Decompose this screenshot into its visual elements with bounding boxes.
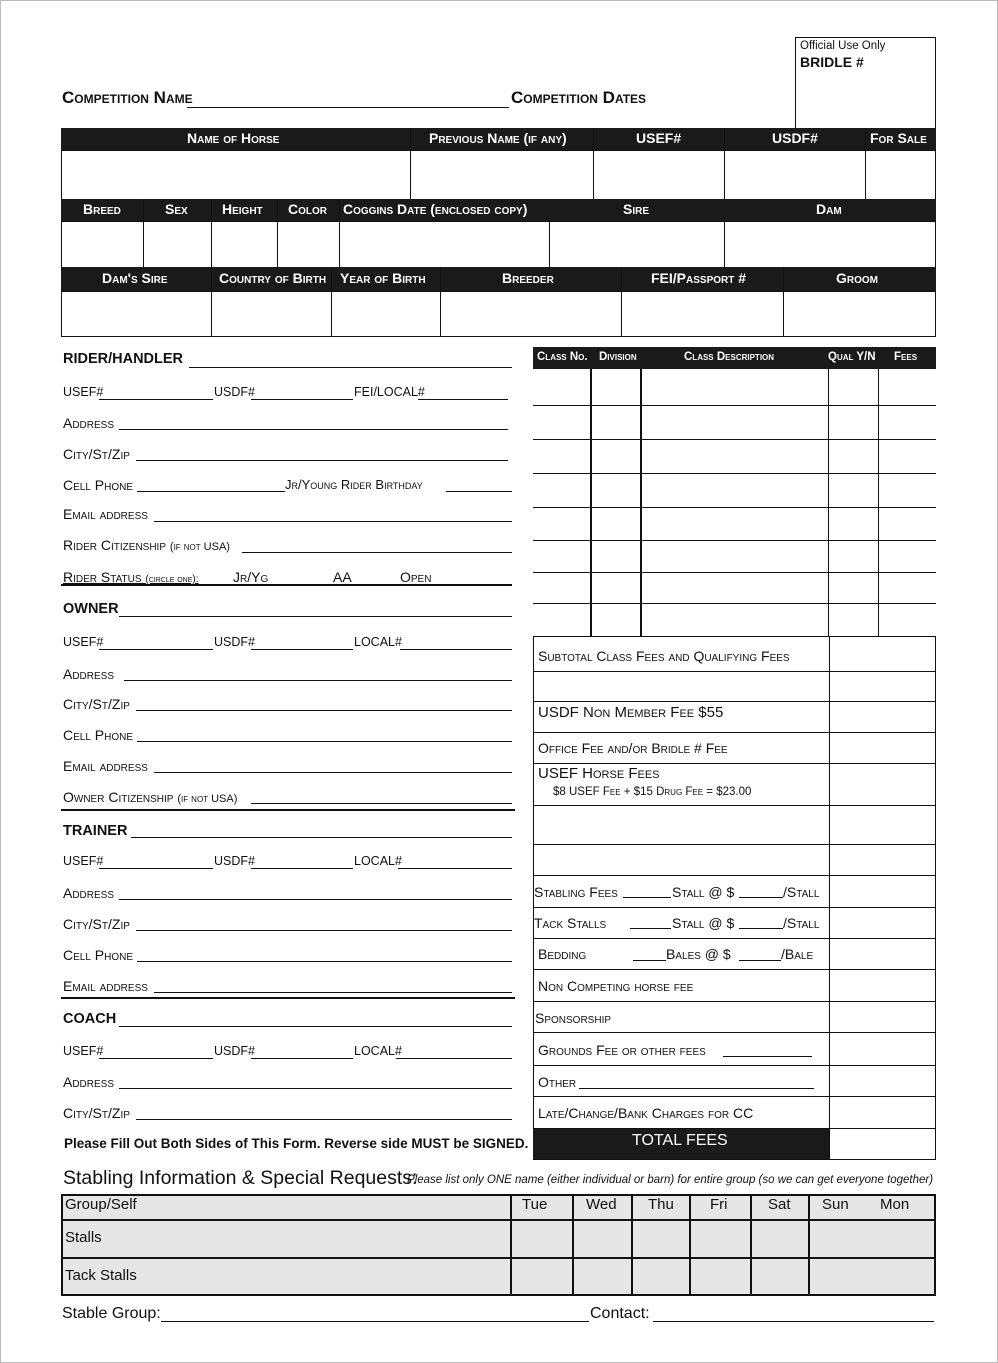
horse-row-3-cells[interactable] (61, 291, 936, 337)
tack-stalls-row-cells[interactable] (510, 1258, 936, 1295)
rider-fei-field[interactable] (418, 399, 508, 400)
rider-cell-label: Cell Phone (63, 477, 134, 493)
day-fri: Fri (710, 1196, 728, 1213)
division-header: Division (599, 351, 637, 363)
rider-name-field[interactable] (189, 367, 512, 368)
tack-price-field[interactable] (739, 928, 783, 929)
tack-count-field[interactable] (630, 928, 671, 929)
trainer-local-label: LOCAL# (354, 854, 402, 868)
breeder-header: Breeder (502, 270, 554, 286)
bedding-price-field[interactable] (739, 960, 781, 961)
owner-name-field[interactable] (119, 616, 512, 617)
rider-email-label: Email address (63, 506, 148, 522)
rider-birthday-label: Jr/Young Rider Birthday (285, 477, 423, 492)
rider-usef-label: USEF# (63, 385, 104, 399)
day-tue: Tue (522, 1196, 548, 1213)
coach-local-field[interactable] (396, 1058, 512, 1059)
noncompeting-label: Non Competing horse fee (538, 978, 694, 994)
rider-status-open[interactable]: Open (400, 569, 432, 585)
name-of-horse-header: Name of Horse (187, 130, 280, 146)
usdf-nonmember-amount: $55 (698, 704, 724, 721)
height-header: Height (222, 201, 263, 217)
rider-status-label: Rider Status (circle one): (63, 569, 199, 585)
usdf-nonmember-label: USDF Non Member Fee $55 (538, 704, 724, 721)
previous-name-header: Previous Name (if any) (429, 130, 567, 146)
owner-email-label: Email address (63, 758, 148, 774)
grounds-fee-label: Grounds Fee or other fees (538, 1042, 706, 1058)
bridle-number-label: BRIDLE # (800, 54, 864, 70)
rider-city-field[interactable] (136, 460, 508, 461)
tack-stalls-row-label: Tack Stalls (65, 1267, 137, 1284)
contact-field[interactable] (653, 1321, 934, 1322)
coach-title: COACH (63, 1011, 117, 1027)
rider-handler-title: RIDER/HANDLER (63, 351, 184, 367)
for-sale-header: For Sale (870, 130, 927, 146)
trainer-cell-label: Cell Phone (63, 947, 134, 963)
coach-city-label: City/St/Zip (63, 1105, 130, 1121)
rider-usdf-field[interactable] (251, 399, 353, 400)
rider-address-field[interactable] (119, 429, 508, 430)
competition-name-label: Competition Name (62, 88, 193, 107)
rider-citizenship-field[interactable] (242, 552, 512, 553)
dam-header: Dam (816, 201, 842, 217)
late-charges-label: Late/Change/Bank Charges for CC (538, 1105, 754, 1121)
stabling-count-field[interactable] (623, 897, 671, 898)
rider-status-jryg[interactable]: Jr/Yg (233, 569, 269, 585)
sponsorship-label: Sponsorship (535, 1010, 612, 1026)
total-fees-label: TOTAL FEES (632, 1132, 728, 1149)
competition-name-field[interactable] (187, 107, 509, 108)
qual-header: Qual Y/N (828, 351, 876, 363)
stalls-row-label: Stalls (65, 1229, 102, 1246)
day-sat: Sat (768, 1196, 791, 1213)
coggins-header: Coggins Date (enclosed copy) (343, 201, 528, 217)
coach-city-field[interactable] (136, 1119, 512, 1120)
dams-sire-header: Dam's Sire (102, 270, 168, 286)
stalls-row-cells[interactable] (510, 1220, 936, 1257)
trainer-title: TRAINER (63, 823, 128, 839)
stabling-price-field[interactable] (739, 897, 783, 898)
owner-usef-label: USEF# (63, 635, 104, 649)
stabling-title: Stabling Information & Special Requests: (63, 1167, 418, 1189)
trainer-usef-field[interactable] (99, 868, 213, 869)
trainer-address-field[interactable] (119, 899, 512, 900)
tack-per-stall: /Stall (783, 915, 820, 931)
owner-citizenship-label: Owner Citizenship (if not USA) (63, 789, 238, 805)
owner-email-field[interactable] (154, 772, 512, 773)
owner-local-field[interactable] (400, 649, 512, 650)
groom-header: Groom (836, 270, 878, 286)
other-fee-field[interactable] (579, 1088, 814, 1089)
rider-email-field[interactable] (154, 521, 512, 522)
horse-row-2-cells[interactable] (61, 221, 936, 268)
office-fee-label: Office Fee and/or Bridle # Fee (538, 740, 728, 756)
owner-cell-field[interactable] (137, 741, 512, 742)
tack-stall-at: Stall @ $ (672, 915, 735, 931)
sex-header: Sex (165, 201, 188, 217)
trainer-email-label: Email address (63, 978, 148, 994)
owner-usef-field[interactable] (99, 649, 213, 650)
usef-horse-fees-label: USEF Horse Fees (538, 765, 660, 782)
horse-header-row-2 (61, 199, 936, 221)
horse-header-row-1 (61, 128, 936, 150)
rider-usef-field[interactable] (99, 399, 213, 400)
owner-cell-label: Cell Phone (63, 727, 134, 743)
rider-cell-field[interactable] (137, 491, 285, 492)
horse-row-1-cells[interactable] (61, 150, 936, 200)
bedding-per-bale: /Bale (781, 946, 814, 962)
day-thu: Thu (648, 1196, 674, 1213)
rider-address-label: Address (63, 415, 115, 431)
stabling-note: Please list only ONE name (either individual or barn) for entire group (so we can get everyone together) (407, 1174, 934, 1186)
class-description-header: Class Description (684, 351, 775, 363)
trainer-email-field[interactable] (154, 992, 512, 993)
bedding-bales-at: Bales @ $ (666, 946, 731, 962)
country-of-birth-header: Country of Birth (219, 270, 327, 286)
owner-usdf-label: USDF# (214, 635, 255, 649)
trainer-address-label: Address (63, 885, 115, 901)
coach-usef-field[interactable] (99, 1058, 213, 1059)
class-table-header (533, 347, 936, 369)
day-mon: Mon (880, 1196, 910, 1213)
coach-address-label: Address (63, 1074, 115, 1090)
usef-horse-fees-detail: $8 USEF Fee + $15 Drug Fee = $23.00 (553, 786, 752, 798)
owner-local-label: LOCAL# (354, 635, 402, 649)
coach-name-field[interactable] (119, 1026, 512, 1027)
trainer-usdf-label: USDF# (214, 854, 255, 868)
horse-header-row-3 (61, 267, 936, 291)
usdf-header: USDF# (772, 130, 818, 146)
trainer-city-label: City/St/Zip (63, 916, 130, 932)
rider-fei-label: FEI/LOCAL# (354, 385, 425, 399)
bedding-count-field[interactable] (633, 960, 666, 961)
rider-citizenship-label: Rider Citizenship (if not USA) (63, 537, 230, 553)
owner-address-label: Address (63, 666, 115, 682)
owner-title: OWNER (63, 601, 119, 617)
stable-group-field[interactable] (161, 1321, 589, 1322)
trainer-city-field[interactable] (136, 930, 512, 931)
owner-usdf-field[interactable] (251, 649, 353, 650)
trainer-name-field[interactable] (131, 837, 512, 838)
coach-usef-label: USEF# (63, 1044, 104, 1058)
coach-local-label: LOCAL# (354, 1044, 402, 1058)
stable-group-label: Stable Group: (62, 1305, 161, 1322)
official-use-label: Official Use Only (800, 40, 886, 52)
trainer-usef-label: USEF# (63, 854, 104, 868)
day-wed: Wed (586, 1196, 617, 1213)
fees-header: Fees (894, 351, 918, 363)
breed-header: Breed (83, 201, 121, 217)
owner-citizenship-field[interactable] (251, 803, 512, 804)
class-entry-grid[interactable] (533, 369, 936, 636)
rider-usdf-label: USDF# (214, 385, 255, 399)
subtotal-label: Subtotal Class Fees and Qualifying Fees (538, 648, 790, 664)
fei-passport-header: FEI/Passport # (651, 270, 747, 286)
trainer-cell-field[interactable] (137, 961, 512, 962)
signature-notice: Please Fill Out Both Sides of This Form. Reverse side MUST be SIGNED. (64, 1136, 529, 1151)
color-header: Color (288, 201, 327, 217)
year-of-birth-header: Year of Birth (340, 270, 426, 286)
coach-address-field[interactable] (119, 1088, 512, 1089)
tack-stalls-label: Tack Stalls (534, 915, 607, 931)
owner-address-field[interactable] (124, 680, 512, 681)
coach-usdf-label: USDF# (214, 1044, 255, 1058)
day-sun: Sun (822, 1196, 849, 1213)
rider-birthday-field[interactable] (446, 491, 512, 492)
bedding-label: Bedding (538, 946, 587, 962)
trainer-usdf-field[interactable] (251, 868, 353, 869)
stabling-fees-label: Stabling Fees (534, 884, 618, 900)
owner-city-label: City/St/Zip (63, 696, 130, 712)
coach-usdf-field[interactable] (251, 1058, 353, 1059)
sire-header: Sire (623, 201, 650, 217)
group-self-header: Group/Self (65, 1196, 137, 1213)
class-no-header: Class No. (537, 351, 588, 363)
rider-city-label: City/St/Zip (63, 446, 130, 462)
other-fee-label: Other (538, 1074, 577, 1090)
grounds-fee-field[interactable] (723, 1056, 812, 1057)
competition-dates-label: Competition Dates (511, 88, 647, 107)
trainer-local-field[interactable] (398, 868, 512, 869)
rider-status-aa[interactable]: AA (333, 569, 352, 585)
stabling-stall-at: Stall @ $ (672, 884, 735, 900)
stabling-per-stall: /Stall (783, 884, 820, 900)
contact-label: Contact: (590, 1305, 650, 1322)
usef-header: USEF# (636, 130, 682, 146)
owner-city-field[interactable] (136, 710, 512, 711)
